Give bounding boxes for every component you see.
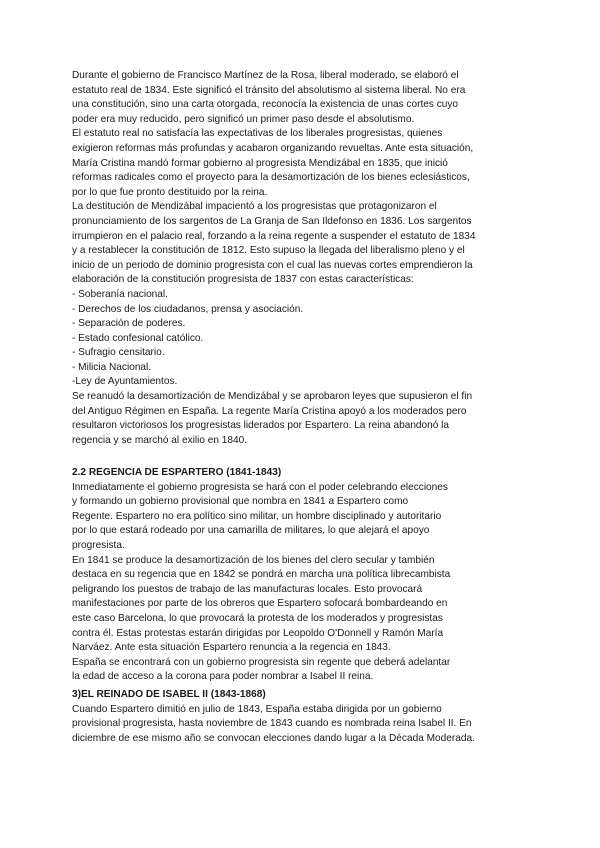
paragraph-line: diciembre de ese mismo año se convocan elecciones dando lugar a la Década Moderada.	[72, 732, 475, 744]
paragraph-line: Regente. Espartero no era político sino militar, un hombre disciplinado y autoritario	[72, 510, 442, 522]
section-estatuto-real	[72, 69, 532, 448]
paragraph-line: Narváez. Ante esta situación Espartero renuncia a la regencia en 1843.	[72, 642, 391, 654]
paragraph-line: elaboración de la constitución progresista de 1837 con estas características:	[72, 274, 414, 286]
paragraph-line: España se encontrará con un gobierno progresista sin regente que deberá adelantar	[72, 656, 451, 668]
paragraph-line: exigieron reformas más profundas y acabaron organizando revueltas. Ante esta situación,	[72, 142, 474, 154]
paragraph-line: Se reanudó la desamortización de Mendizábal y se aprobaron leyes que supusieron el fin	[72, 391, 473, 403]
paragraph-line: -Ley de Ayuntamientos.	[72, 376, 178, 388]
paragraph-line: por lo que estará rodeado por una camarilla de militares, lo que alejará el apoyo	[72, 525, 430, 537]
paragraph-line: poder era muy reducido, pero significó un primer paso desde el absolutismo.	[72, 113, 415, 125]
paragraph-line: En 1841 se produce la desamortización de los bienes del clero secular y también	[72, 554, 435, 566]
paragraph-line: estatuto real de 1834. Este significó el tránsito del absolutismo al sistema liberal. No era	[72, 84, 466, 96]
paragraph-line: La destitución de Mendizábal impacientó a los progresistas que protagonizaron el	[72, 201, 437, 213]
paragraph-line: este caso Barcelona, lo que provocará la protesta de los moderados y progresistas	[72, 612, 443, 624]
paragraph-line: - Soberanía nacional.	[72, 288, 168, 300]
paragraph-line: una constitución, sino una carta otorgada, reconocía la existencia de unas cortes cuyo	[72, 99, 459, 111]
paragraph-line: del Antiguo Régimen en España. La regente María Cristina apoyó a los moderados pero	[72, 405, 467, 417]
paragraph-line: inicio de un periodo de dominio progresista con el cual las nuevas cortes emprendieron la	[72, 259, 473, 271]
paragraph-line: por lo que fue pronto destituido por la reina.	[72, 186, 268, 198]
paragraph-line: Cuando Espartero dimitió en julio de 1843, España estaba dirigida por un gobierno	[72, 703, 442, 715]
section-heading: 2.2 REGENCIA DE ESPARTERO (1841-1843)	[72, 467, 282, 478]
paragraph-line: provisional progresista, hasta noviembre de 1843 cuando es nombrada reina Isabel II. En	[72, 718, 472, 730]
paragraph-line: - Milicia Nacional.	[72, 361, 152, 373]
paragraph-line: - Sufragio censitario.	[72, 347, 165, 359]
paragraph-line: Inmediatamente el gobierno progresista se hará con el poder celebrando elecciones	[72, 481, 448, 493]
section-regencia-espartero	[72, 466, 532, 685]
paragraph-line: - Derechos de los ciudadanos, prensa y asociación.	[72, 303, 304, 315]
paragraph-line: y a restablecer la constitución de 1812. Esto supuso la llegada del liberalismo pleno y el	[72, 245, 465, 257]
paragraph-line: María Cristina mandó formar gobierno al progresista Mendizábal en 1835, que inició	[72, 157, 448, 169]
paragraph-line: regencia y se marchó al exilio en 1840.	[72, 434, 248, 446]
paragraph-line: destaca en su regencia que en 1842 se pondrá en marcha una política librecambista	[72, 569, 451, 581]
paragraph-line: resultaron victoriosos los progresistas liderados por Espartero. La reina abandonó la	[72, 420, 450, 432]
paragraph-line: El estatuto real no satisfacía las expectativas de los liberales progresistas, quienes	[72, 128, 443, 140]
paragraph-line: peligrando los puestos de trabajo de las manufacturas locales. Esto provocará	[72, 583, 423, 595]
paragraph-line: pronunciamiento de los sargentos de La Granja de San Ildefonso en 1836. Los sargentos	[72, 215, 472, 227]
paragraph-line: irrumpieron en el palacio real, forzando a la reina regente a suspender el estatuto de 1834	[72, 230, 476, 242]
section-heading: 3)EL REINADO DE ISABEL II (1843-1868)	[72, 689, 266, 700]
paragraph-line: - Estado confesional católico.	[72, 332, 204, 344]
paragraph-line: Durante el gobierno de Francisco Martínez de la Rosa, liberal moderado, se elaboró el	[72, 70, 459, 81]
paragraph-line: la edad de acceso a la corona para poder nombrar a Isabel II reina.	[72, 671, 374, 683]
paragraph-line: reformas radicales como el proyecto para la desamortización de los bienes eclesiásticos,	[72, 172, 470, 184]
paragraph-line: progresista.	[72, 539, 125, 551]
section-reinado-isabel-ii	[72, 688, 532, 746]
paragraph-line: y formando un gobierno provisional que nombra en 1841 a Espartero como	[72, 496, 409, 508]
paragraph-line: - Separación de poderes.	[72, 318, 186, 330]
paragraph-line: manifestaciones por parte de los obreros que Espartero sofocará bombardeando en	[72, 598, 448, 610]
paragraph-line: contra él. Estas protestas estarán dirigidas por Leopoldo O'Donnell y Ramón María	[72, 627, 444, 639]
